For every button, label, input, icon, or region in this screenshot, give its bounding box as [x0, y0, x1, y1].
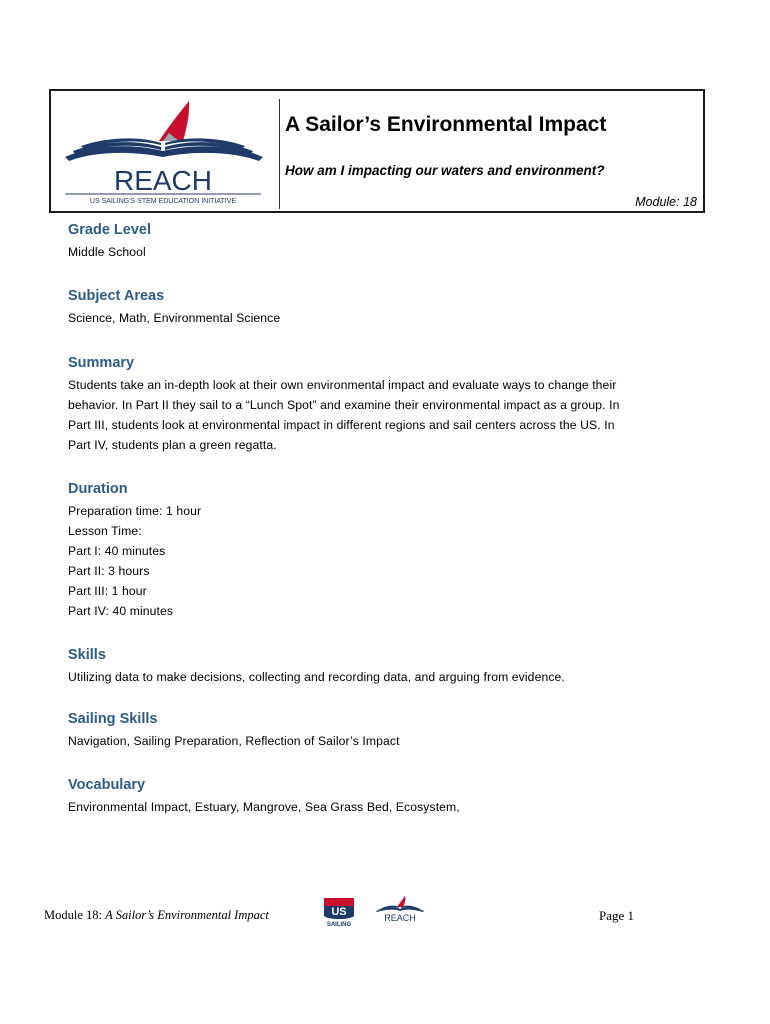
section-grade-level: [68, 222, 708, 262]
svg-text:SAILING: SAILING: [326, 922, 352, 928]
section-duration: [68, 481, 708, 621]
logo-text: REACH: [113, 165, 213, 196]
footer-module-name: A Sailor’s Environmental Impact: [105, 908, 269, 922]
footer-module-title: [44, 908, 269, 923]
section-text: Middle School: [68, 245, 146, 259]
svg-text:US: US: [331, 906, 347, 918]
header-box: [49, 89, 705, 213]
section-text: Science, Math, Environmental Science: [68, 311, 281, 325]
section-text-line: Part III: 1 hour: [68, 584, 147, 598]
section-sailing-skills: [68, 711, 708, 751]
section-heading: Skills: [68, 647, 106, 663]
page-number: Page 1: [599, 908, 635, 923]
section-text-line: Preparation time: 1 hour: [68, 504, 202, 518]
section-heading: Subject Areas: [68, 288, 165, 304]
logo-tagline: US SAILING'S STEM EDUCATION INITIATIVE: [89, 198, 237, 205]
reach-mini-logo: [372, 893, 428, 927]
section-heading: Sailing Skills: [68, 711, 158, 727]
section-text-line: Part II: 3 hours: [68, 564, 150, 578]
section-text: Utilizing data to make decisions, collecting and recording data, and arguing from evidence.: [68, 670, 565, 684]
section-text-line: Students take an in-depth look at their own environmental impact and evaluate ways to change their: [68, 378, 617, 392]
section-text: Environmental Impact, Estuary, Mangrove, Sea Grass Bed, Ecosystem,: [68, 800, 460, 814]
page-subtitle: How am I impacting our waters and environment?: [285, 163, 605, 178]
svg-text:REACH: REACH: [384, 913, 416, 923]
section-text-line: Part III, students look at environmental impact in different regions and sail centers across the US. In: [68, 418, 615, 432]
us-sailing-logo: [322, 896, 356, 928]
reach-logo-graphic: [51, 91, 279, 211]
section-heading: Grade Level: [68, 222, 152, 238]
footer-module-prefix: Module 18:: [44, 908, 106, 922]
page-footer: [44, 905, 644, 935]
section-text-line: Part I: 40 minutes: [68, 544, 166, 558]
section-text-line: Part IV, students plan a green regatta.: [68, 438, 277, 452]
section-vocabulary: [68, 777, 708, 817]
section-text-line: Part IV: 40 minutes: [68, 604, 174, 618]
section-heading: Vocabulary: [68, 777, 146, 793]
reach-logo: [51, 91, 279, 211]
section-heading: Duration: [68, 481, 128, 497]
section-skills: [68, 647, 708, 687]
section-text: Navigation, Sailing Preparation, Reflection of Sailor’s Impact: [68, 734, 400, 748]
section-subject-areas: [68, 288, 708, 328]
module-label: Module: 18: [635, 195, 697, 209]
sail-icon: [159, 101, 189, 141]
page-title: A Sailor’s Environmental Impact: [285, 113, 607, 136]
section-text-line: behavior. In Part II they sail to a “Lunch Spot” and examine their environmental impact as a group. In: [68, 398, 620, 412]
section-heading: Summary: [68, 355, 135, 371]
header-divider: [279, 99, 280, 209]
section-summary: [68, 355, 708, 455]
section-text-line: Lesson Time:: [68, 524, 142, 538]
